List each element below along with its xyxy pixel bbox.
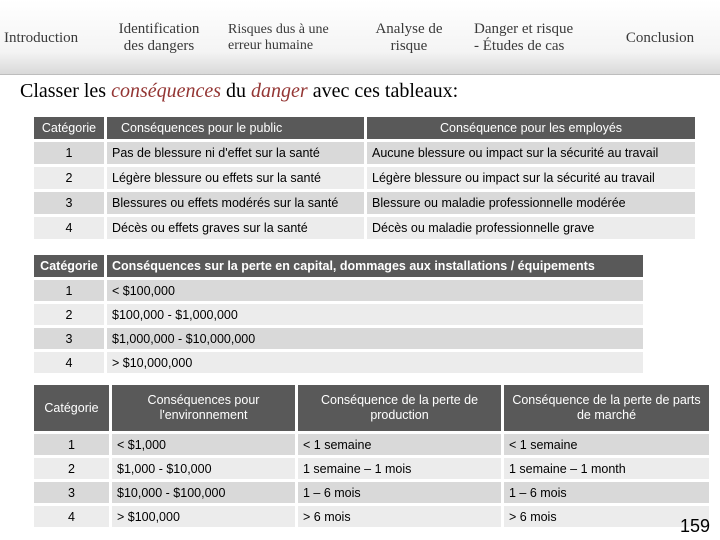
- table-row: [34, 192, 695, 214]
- top-navigation-bar: [0, 0, 720, 75]
- cell-public: Légère blessure ou effets sur la santé: [107, 167, 364, 189]
- heading-middle: du: [221, 80, 252, 102]
- header-consequences-public: Conséquences pour le public: [107, 117, 364, 139]
- cell-categorie: 3: [34, 482, 109, 503]
- cell-perte-capital: $1,000,000 - $10,000,000: [107, 328, 643, 349]
- table-row: [34, 280, 643, 301]
- cell-parts-marche: < 1 semaine: [504, 434, 709, 455]
- nav-analyse-de-risque[interactable]: Analyse de risque: [375, 21, 443, 54]
- cell-categorie: 3: [34, 328, 104, 349]
- table-row: [34, 328, 643, 349]
- cell-categorie: 2: [34, 167, 104, 189]
- cell-production: > 6 mois: [298, 506, 501, 527]
- table-row: [34, 458, 709, 479]
- cell-environnement: < $1,000: [112, 434, 295, 455]
- nav-danger-et-risque-etudes[interactable]: Danger et risque - Études de cas: [474, 21, 574, 54]
- header-consequence-employes: Conséquence pour les employés: [367, 117, 695, 139]
- cell-categorie: 4: [34, 506, 109, 527]
- table-header-row: [34, 385, 709, 431]
- cell-environnement: $1,000 - $10,000: [112, 458, 295, 479]
- header-categorie: Catégorie: [34, 117, 104, 139]
- cell-employes: Décès ou maladie professionnelle grave: [367, 217, 695, 239]
- cell-public: Pas de blessure ni d'effet sur la santé: [107, 142, 364, 164]
- cell-parts-marche: 1 semaine – 1 month: [504, 458, 709, 479]
- table-row: [34, 304, 643, 325]
- cell-categorie: 4: [34, 352, 104, 373]
- cell-categorie: 4: [34, 217, 104, 239]
- cell-categorie: 1: [34, 434, 109, 455]
- heading-emphasis-danger: danger: [251, 80, 308, 102]
- table-row: [34, 217, 695, 239]
- heading-emphasis-consequences: conséquences: [111, 80, 222, 102]
- header-categorie: Catégorie: [34, 385, 109, 431]
- table-row: [34, 506, 709, 527]
- table-row: [34, 482, 709, 503]
- cell-production: 1 semaine – 1 mois: [298, 458, 501, 479]
- cell-categorie: 3: [34, 192, 104, 214]
- table-consequences-public-employes: [31, 114, 698, 242]
- table-environnement-production-marche: [31, 382, 712, 530]
- cell-parts-marche: 1 – 6 mois: [504, 482, 709, 503]
- cell-production: 1 – 6 mois: [298, 482, 501, 503]
- header-perte-capital: Conséquences sur la perte en capital, dommages aux installations / équipements: [107, 255, 643, 277]
- cell-categorie: 1: [34, 280, 104, 301]
- nav-identification-des-dangers[interactable]: Identification des dangers: [118, 21, 200, 54]
- header-categorie: Catégorie: [34, 255, 104, 277]
- cell-categorie: 1: [34, 142, 104, 164]
- cell-perte-capital: $100,000 - $1,000,000: [107, 304, 643, 325]
- nav-introduction[interactable]: Introduction: [4, 29, 79, 46]
- table-header-row: [34, 117, 695, 139]
- heading-prefix: Classer les: [20, 80, 112, 102]
- table-row: [34, 434, 709, 455]
- cell-employes: Aucune blessure ou impact sur la sécurité au travail: [367, 142, 695, 164]
- cell-categorie: 2: [34, 458, 109, 479]
- cell-perte-capital: < $100,000: [107, 280, 643, 301]
- header-perte-parts-marche: Conséquence de la perte de parts de marché: [504, 385, 709, 431]
- cell-perte-capital: > $10,000,000: [107, 352, 643, 373]
- table-row: [34, 142, 695, 164]
- cell-employes: Légère blessure ou impact sur la sécurité au travail: [367, 167, 695, 189]
- cell-environnement: > $100,000: [112, 506, 295, 527]
- heading-suffix: avec ces tableaux:: [307, 80, 459, 102]
- slide-heading: [20, 80, 458, 103]
- table-header-row: [34, 255, 643, 277]
- cell-public: Blessures ou effets modérés sur la santé: [107, 192, 364, 214]
- cell-environnement: $10,000 - $100,000: [112, 482, 295, 503]
- header-perte-production: Conséquence de la perte de production: [298, 385, 501, 431]
- cell-public: Décès ou effets graves sur la santé: [107, 217, 364, 239]
- nav-risques-erreur-humaine[interactable]: Risques dus à une erreur humaine: [228, 22, 329, 53]
- page-number: 159: [679, 516, 710, 536]
- table-perte-capital: [31, 252, 646, 376]
- header-environnement: Conséquences pour l'environnement: [112, 385, 295, 431]
- cell-parts-marche: > 6 mois: [504, 506, 709, 527]
- table-row: [34, 167, 695, 189]
- cell-production: < 1 semaine: [298, 434, 501, 455]
- nav-conclusion[interactable]: Conclusion: [625, 29, 695, 46]
- table-row: [34, 352, 643, 373]
- cell-categorie: 2: [34, 304, 104, 325]
- cell-employes: Blessure ou maladie professionnelle modérée: [367, 192, 695, 214]
